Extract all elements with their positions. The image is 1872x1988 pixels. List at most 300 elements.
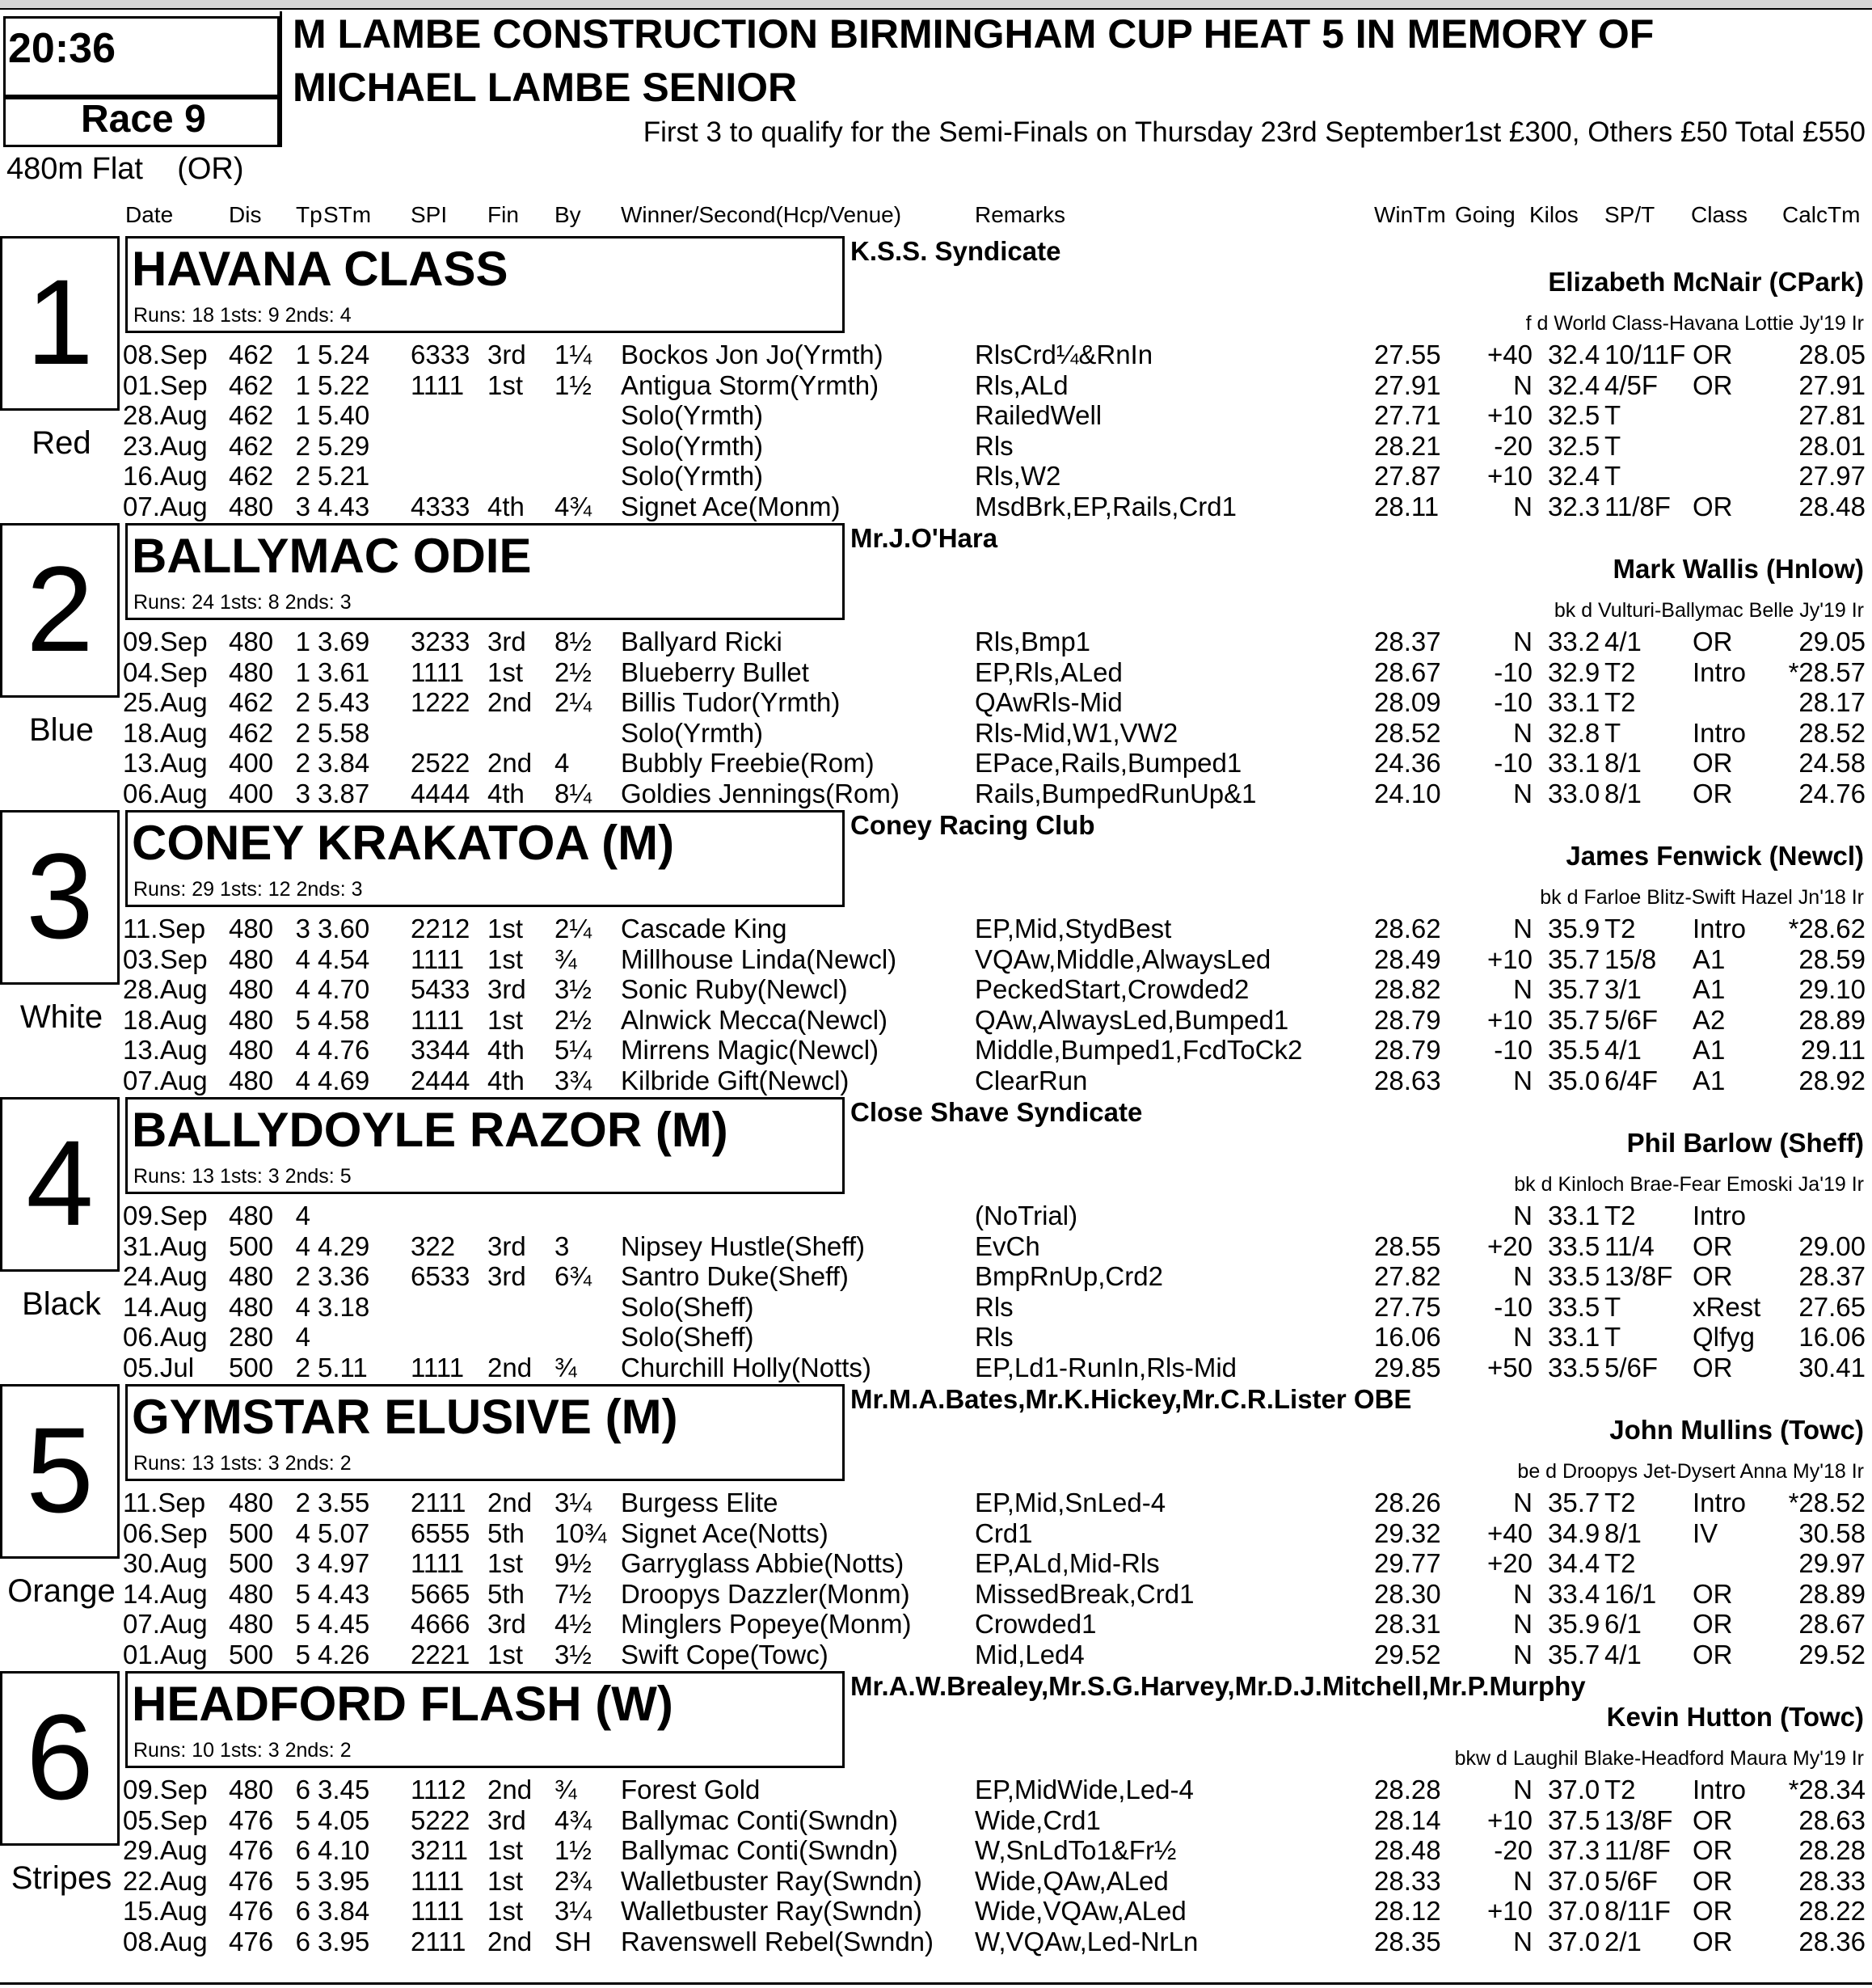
form-wintm: 24.10 (1374, 779, 1441, 808)
form-calc: 28.22 (1798, 1896, 1866, 1927)
form-cls: A1 (1693, 1035, 1726, 1066)
form-stm: 4.69 (318, 1066, 370, 1095)
form-dis: 476 (229, 1896, 274, 1927)
form-rem: QAw,AlwaysLed,Bumped1 (975, 1004, 1289, 1035)
form-win: Walletbuster Ray(Swndn) (621, 1896, 922, 1927)
breeding: bk d Kinloch Brae-Fear Emoski Ja'19 Ir (1514, 1173, 1864, 1196)
form-spt: 11/8F (1604, 492, 1671, 521)
runs-summary: Runs: 10 1sts: 3 2nds: 2 (133, 1739, 352, 1762)
form-going: N (1513, 1609, 1533, 1640)
form-calc: *28.52 (1788, 1488, 1866, 1517)
form-wintm: 28.62 (1374, 914, 1441, 943)
form-fin: 3rd (487, 627, 526, 656)
form-win: Billis Tudor(Yrmth) (621, 687, 841, 718)
form-stm: 3.87 (318, 779, 370, 808)
form-wintm: 27.91 (1374, 369, 1441, 400)
form-tp: 2 (295, 461, 310, 492)
form-kilos: 35.9 (1548, 914, 1600, 943)
trap-colour: White (19, 999, 103, 1035)
form-rem: BmpRnUp,Crd2 (975, 1261, 1163, 1292)
form-kilos: 32.4 (1548, 461, 1600, 492)
form-wintm: 16.06 (1374, 1322, 1441, 1353)
form-by: 3¾ (554, 1066, 592, 1095)
form-rem: (NoTrial) (975, 1201, 1078, 1230)
form-tp: 4 (295, 974, 310, 1005)
col-by: By (554, 202, 581, 227)
form-dis: 500 (229, 1640, 274, 1669)
form-by: 4½ (554, 1609, 592, 1640)
form-cls: Intro (1693, 717, 1747, 748)
form-by: 8½ (554, 627, 592, 656)
form-dis: 480 (229, 1488, 274, 1517)
form-fin: 4th (487, 1066, 525, 1095)
form-spi: 1111 (411, 1353, 465, 1382)
form-fin: 2nd (487, 748, 533, 779)
form-calc: 27.81 (1798, 400, 1866, 431)
form-rem: RailedWell (975, 400, 1103, 431)
form-spi: 1111 (411, 1896, 465, 1927)
form-stm: 4.76 (318, 1035, 370, 1066)
form-kilos: 32.8 (1548, 717, 1600, 748)
form-date: 07.Aug (123, 1066, 208, 1095)
form-tp: 4 (295, 1201, 310, 1230)
form-wintm: 29.52 (1374, 1640, 1441, 1669)
form-wintm: 28.11 (1374, 492, 1440, 521)
form-fin: 2nd (487, 1927, 533, 1956)
form-spt: T (1604, 461, 1621, 492)
form-wintm: 28.63 (1374, 1066, 1441, 1095)
form-win: Nipsey Hustle(Sheff) (621, 1230, 866, 1261)
form-dis: 476 (229, 1804, 274, 1835)
form-stm: 3.95 (318, 1927, 370, 1956)
form-win: Santro Duke(Sheff) (621, 1261, 849, 1292)
form-wintm: 29.32 (1374, 1517, 1441, 1548)
form-spi: 5222 (411, 1804, 470, 1835)
form-date: 11.Sep (123, 1488, 206, 1517)
form-spi: 2212 (411, 914, 470, 943)
form-fin: 1st (487, 914, 524, 943)
form-kilos: 34.9 (1548, 1517, 1600, 1548)
form-spt: T (1604, 400, 1621, 431)
form-calc: 29.00 (1798, 1230, 1866, 1261)
form-row (0, 431, 1872, 462)
form-stm: 3.69 (318, 627, 370, 656)
form-by: 3½ (554, 974, 592, 1005)
form-win: Goldies Jennings(Rom) (621, 779, 900, 808)
form-dis: 462 (229, 717, 274, 748)
form-spi: 3344 (411, 1035, 470, 1066)
form-going: -10 (1494, 687, 1533, 718)
trainer: Mark Wallis (Hnlow) (1613, 554, 1864, 584)
form-tp: 2 (295, 430, 310, 461)
trap-colour: Stripes (11, 1860, 112, 1896)
owner: Close Shave Syndicate (850, 1097, 1143, 1127)
form-row (0, 1805, 1872, 1836)
form-by: 8¼ (554, 779, 592, 808)
form-spi: 6533 (411, 1261, 470, 1292)
trap-colour: Blue (28, 712, 95, 748)
form-by: ¾ (554, 1775, 577, 1804)
form-tp: 1 (295, 340, 310, 369)
form-dis: 480 (229, 1066, 274, 1095)
form-by: 3½ (554, 1640, 592, 1669)
form-tp: 4 (295, 1066, 310, 1095)
form-spt: 3/1 (1604, 974, 1642, 1005)
form-win: Solo(Yrmth) (621, 400, 764, 431)
form-spi: 1111 (411, 943, 465, 974)
form-win: Millhouse Linda(Newcl) (621, 943, 897, 974)
form-date: 13.Aug (123, 1035, 208, 1066)
form-kilos: 37.0 (1548, 1865, 1600, 1896)
form-fin: 1st (487, 1640, 524, 1669)
form-win: Ballyard Ricki (621, 627, 782, 656)
form-row (0, 1261, 1872, 1292)
form-stm: 5.07 (318, 1517, 370, 1548)
form-going: N (1513, 1201, 1533, 1230)
form-cls: Intro (1693, 1775, 1747, 1804)
form-cls: Intro (1693, 1488, 1747, 1517)
form-row (0, 461, 1872, 492)
form-row (0, 1231, 1872, 1262)
form-stm: 4.45 (318, 1609, 370, 1640)
form-spt: T (1604, 717, 1621, 748)
form-row (0, 1292, 1872, 1323)
form-calc: 30.58 (1798, 1517, 1866, 1548)
form-spt: 6/4F (1604, 1066, 1659, 1095)
form-win: Forest Gold (621, 1775, 761, 1804)
race-title-line2: MICHAEL LAMBE SENIOR (293, 65, 798, 110)
form-going: N (1513, 779, 1533, 808)
form-rem: Rls (975, 430, 1014, 461)
form-win: Blueberry Bullet (621, 656, 809, 687)
form-rem: Crowded1 (975, 1609, 1097, 1640)
form-kilos: 37.0 (1548, 1775, 1600, 1804)
form-win: Swift Cope(Towc) (621, 1640, 828, 1669)
form-tp: 4 (295, 943, 310, 974)
form-date: 01.Sep (123, 369, 208, 400)
form-row (0, 1896, 1872, 1927)
form-kilos: 37.0 (1548, 1896, 1600, 1927)
form-win: Kilbride Gift(Newcl) (621, 1066, 850, 1095)
form-date: 18.Aug (123, 1004, 208, 1035)
form-date: 18.Aug (123, 717, 208, 748)
owner: K.S.S. Syndicate (850, 236, 1061, 266)
form-spt: T (1604, 430, 1621, 461)
form-going: +10 (1487, 1896, 1533, 1927)
form-wintm: 27.82 (1374, 1261, 1441, 1292)
form-dis: 462 (229, 687, 274, 718)
col-winner: Winner/Second(Hcp/Venue) (621, 202, 902, 227)
col-kilos: Kilos (1529, 202, 1579, 227)
form-dis: 400 (229, 748, 274, 779)
form-spi: 4333 (411, 492, 470, 521)
form-fin: 1st (487, 656, 524, 687)
breeding: bk d Vulturi-Ballymac Belle Jy'19 Ir (1554, 599, 1864, 622)
form-win: Signet Ace(Notts) (621, 1517, 828, 1548)
form-spi: 6555 (411, 1517, 470, 1548)
form-spt: 4/1 (1604, 1035, 1642, 1066)
form-cls: OR (1693, 1804, 1733, 1835)
form-tp: 2 (295, 1261, 310, 1292)
form-date: 11.Sep (123, 914, 206, 943)
form-row (0, 1035, 1872, 1066)
form-by: 2¼ (554, 914, 592, 943)
runs-summary: Runs: 29 1sts: 12 2nds: 3 (133, 878, 363, 901)
form-date: 14.Aug (123, 1578, 208, 1609)
form-row (0, 1775, 1872, 1805)
owner: Coney Racing Club (850, 810, 1095, 840)
form-row (0, 1579, 1872, 1610)
form-stm: 4.97 (318, 1548, 370, 1579)
form-rem: W,VQAw,Led-NrLn (975, 1927, 1199, 1956)
form-tp: 1 (295, 656, 310, 687)
form-cls: OR (1693, 748, 1733, 779)
form-win: Garryglass Abbie(Notts) (621, 1548, 904, 1579)
form-wintm: 28.67 (1374, 656, 1441, 687)
form-spt: 11/8F (1604, 1835, 1671, 1866)
form-by: 2¾ (554, 1865, 592, 1896)
form-by: 4 (554, 748, 570, 779)
form-wintm: 29.77 (1374, 1548, 1441, 1579)
form-dis: 480 (229, 914, 274, 943)
form-win: Ballymac Conti(Swndn) (621, 1804, 898, 1835)
form-stm: 3.61 (318, 656, 370, 687)
form-date: 13.Aug (123, 748, 208, 779)
form-by: 5¼ (554, 1035, 592, 1066)
form-going: -10 (1494, 656, 1533, 687)
form-date: 15.Aug (123, 1896, 208, 1927)
form-tp: 2 (295, 1353, 310, 1382)
form-kilos: 35.7 (1548, 943, 1600, 974)
form-by: 10¾ (554, 1517, 607, 1548)
form-tp: 5 (295, 1578, 310, 1609)
form-stm: 5.40 (318, 400, 370, 431)
trainer: Elizabeth McNair (CPark) (1548, 267, 1864, 297)
form-wintm: 28.48 (1374, 1835, 1441, 1866)
form-kilos: 33.0 (1548, 779, 1600, 808)
form-spi: 3211 (411, 1835, 468, 1866)
form-rem: EvCh (975, 1230, 1040, 1261)
form-by: 3¼ (554, 1488, 592, 1517)
form-cls: IV (1693, 1517, 1718, 1548)
form-row (0, 779, 1872, 809)
form-going: -20 (1494, 430, 1533, 461)
form-kilos: 32.5 (1548, 430, 1600, 461)
form-rem: Rls (975, 1322, 1014, 1353)
form-row (0, 1548, 1872, 1579)
form-going: +20 (1487, 1230, 1533, 1261)
form-rem: EP,ALd,Mid-Rls (975, 1548, 1160, 1579)
form-fin: 5th (487, 1578, 525, 1609)
form-tp: 2 (295, 717, 310, 748)
form-win: Cascade King (621, 914, 787, 943)
form-fin: 2nd (487, 1488, 533, 1517)
form-row (0, 1835, 1872, 1866)
form-date: 16.Aug (123, 461, 208, 492)
form-spt: 8/1 (1604, 1517, 1642, 1548)
form-spt: T (1604, 1291, 1621, 1322)
form-cls: OR (1693, 369, 1733, 400)
form-tp: 6 (295, 1896, 310, 1927)
form-wintm: 28.82 (1374, 974, 1441, 1005)
form-rem: Rls,W2 (975, 461, 1061, 492)
form-fin: 2nd (487, 1353, 533, 1382)
form-fin: 2nd (487, 1775, 533, 1804)
form-rem: RlsCrd¼&RnIn (975, 340, 1153, 369)
form-stm: 4.10 (318, 1835, 370, 1866)
form-tp: 4 (295, 1035, 310, 1066)
form-going: +10 (1487, 1004, 1533, 1035)
form-stm: 5.58 (318, 717, 370, 748)
form-going: +40 (1487, 1517, 1533, 1548)
form-date: 08.Sep (123, 340, 208, 369)
form-fin: 5th (487, 1517, 525, 1548)
form-date: 24.Aug (123, 1261, 208, 1292)
form-by: ¾ (554, 943, 577, 974)
form-cls: OR (1693, 1353, 1733, 1382)
form-fin: 1st (487, 369, 524, 400)
form-cls: A1 (1693, 974, 1726, 1005)
form-win: Mirrens Magic(Newcl) (621, 1035, 879, 1066)
form-calc: 28.05 (1798, 340, 1866, 369)
form-row (0, 944, 1872, 975)
form-rem: EPace,Rails,Bumped1 (975, 748, 1242, 779)
form-cls: OR (1693, 1835, 1733, 1866)
form-calc: 28.48 (1798, 492, 1866, 521)
form-dis: 500 (229, 1548, 274, 1579)
form-calc: 28.01 (1798, 430, 1866, 461)
form-cls: Intro (1693, 914, 1747, 943)
form-spi: 1222 (411, 687, 470, 718)
form-date: 04.Sep (123, 656, 208, 687)
form-dis: 480 (229, 1261, 274, 1292)
race-time: 20:36 (8, 25, 116, 72)
form-stm: 3.18 (318, 1291, 370, 1322)
form-row (0, 1640, 1872, 1670)
form-cls: A1 (1693, 943, 1726, 974)
form-rem: Rls,Bmp1 (975, 627, 1091, 656)
form-win: Ravenswell Rebel(Swndn) (621, 1927, 934, 1956)
form-wintm: 27.87 (1374, 461, 1441, 492)
form-kilos: 35.7 (1548, 1488, 1600, 1517)
form-going: +10 (1487, 943, 1533, 974)
form-date: 03.Sep (123, 943, 208, 974)
form-cls: OR (1693, 492, 1733, 521)
form-by: SH (554, 1927, 592, 1956)
form-stm: 3.84 (318, 748, 370, 779)
form-spi: 1111 (411, 1865, 465, 1896)
form-row (0, 370, 1872, 401)
breeding: be d Droopys Jet-Dysert Anna My'18 Ir (1517, 1460, 1864, 1483)
form-dis: 476 (229, 1927, 274, 1956)
form-rem: QAwRls-Mid (975, 687, 1123, 718)
form-spt: 4/1 (1604, 1640, 1642, 1669)
form-calc: 28.67 (1798, 1609, 1866, 1640)
form-win: Ballymac Conti(Swndn) (621, 1835, 898, 1866)
form-fin: 3rd (487, 1804, 526, 1835)
dog-name: CONEY KRAKATOA (M) (132, 816, 675, 870)
form-kilos: 33.1 (1548, 748, 1600, 779)
form-by: 3¼ (554, 1896, 592, 1927)
form-spt: T2 (1604, 1488, 1636, 1517)
form-fin: 1st (487, 1896, 524, 1927)
form-kilos: 33.5 (1548, 1261, 1600, 1292)
form-date: 07.Aug (123, 1609, 208, 1640)
form-date: 30.Aug (123, 1548, 208, 1579)
form-by: 2¼ (554, 687, 592, 718)
form-spt: T2 (1604, 914, 1636, 943)
form-spt: 6/1 (1604, 1609, 1642, 1640)
form-tp: 1 (295, 400, 310, 431)
runs-summary: Runs: 24 1sts: 8 2nds: 3 (133, 591, 352, 614)
form-row (0, 1201, 1872, 1231)
form-tp: 1 (295, 369, 310, 400)
form-fin: 4th (487, 779, 525, 808)
form-row (0, 974, 1872, 1005)
form-wintm: 24.36 (1374, 748, 1441, 779)
form-kilos: 33.5 (1548, 1291, 1600, 1322)
form-kilos: 35.7 (1548, 1004, 1600, 1035)
form-tp: 4 (295, 1291, 310, 1322)
form-tp: 2 (295, 1488, 310, 1517)
form-calc: 28.63 (1798, 1804, 1866, 1835)
form-cls: OR (1693, 1578, 1733, 1609)
form-kilos: 33.1 (1548, 1322, 1600, 1353)
form-row (0, 400, 1872, 431)
owner: Mr.A.W.Brealey,Mr.S.G.Harvey,Mr.D.J.Mitchell,Mr.P.Murphy (850, 1671, 1586, 1701)
form-going: N (1513, 369, 1533, 400)
form-calc: 28.36 (1798, 1927, 1866, 1956)
form-by: 4¾ (554, 1804, 592, 1835)
form-row (0, 657, 1872, 688)
form-dis: 480 (229, 1004, 274, 1035)
col-remarks: Remarks (975, 202, 1066, 227)
form-calc: 28.52 (1798, 717, 1866, 748)
form-stm: 3.60 (318, 914, 370, 943)
form-cls: A2 (1693, 1004, 1726, 1035)
form-row (0, 627, 1872, 657)
form-fin: 1st (487, 1835, 524, 1866)
form-date: 06.Sep (123, 1517, 208, 1548)
form-win: Walletbuster Ray(Swndn) (621, 1865, 922, 1896)
form-spt: 4/1 (1604, 627, 1642, 656)
race-number: Race 9 (81, 98, 206, 141)
form-wintm: 27.55 (1374, 340, 1441, 369)
form-tp: 4 (295, 1517, 310, 1548)
form-stm: 5.22 (318, 369, 370, 400)
form-date: 06.Aug (123, 779, 208, 808)
form-wintm: 28.49 (1374, 943, 1441, 974)
form-row (0, 1005, 1872, 1036)
form-stm: 4.29 (318, 1230, 370, 1261)
form-going: N (1513, 1066, 1533, 1095)
form-spi: 1111 (411, 369, 465, 400)
form-date: 22.Aug (123, 1865, 208, 1896)
form-rem: Crd1 (975, 1517, 1033, 1548)
form-rem: Mid,Led4 (975, 1640, 1085, 1669)
form-dis: 462 (229, 400, 274, 431)
trainer: James Fenwick (Newcl) (1566, 841, 1864, 871)
trap-number: 1 (26, 254, 94, 390)
form-tp: 5 (295, 1004, 310, 1035)
form-stm: 4.58 (318, 1004, 370, 1035)
form-rem: Rails,BumpedRunUp&1 (975, 779, 1257, 808)
form-kilos: 33.5 (1548, 1353, 1600, 1382)
trap-number: 4 (26, 1115, 94, 1251)
form-tp: 5 (295, 1865, 310, 1896)
col-date: Date (125, 202, 174, 227)
form-stm: 4.43 (318, 492, 370, 521)
